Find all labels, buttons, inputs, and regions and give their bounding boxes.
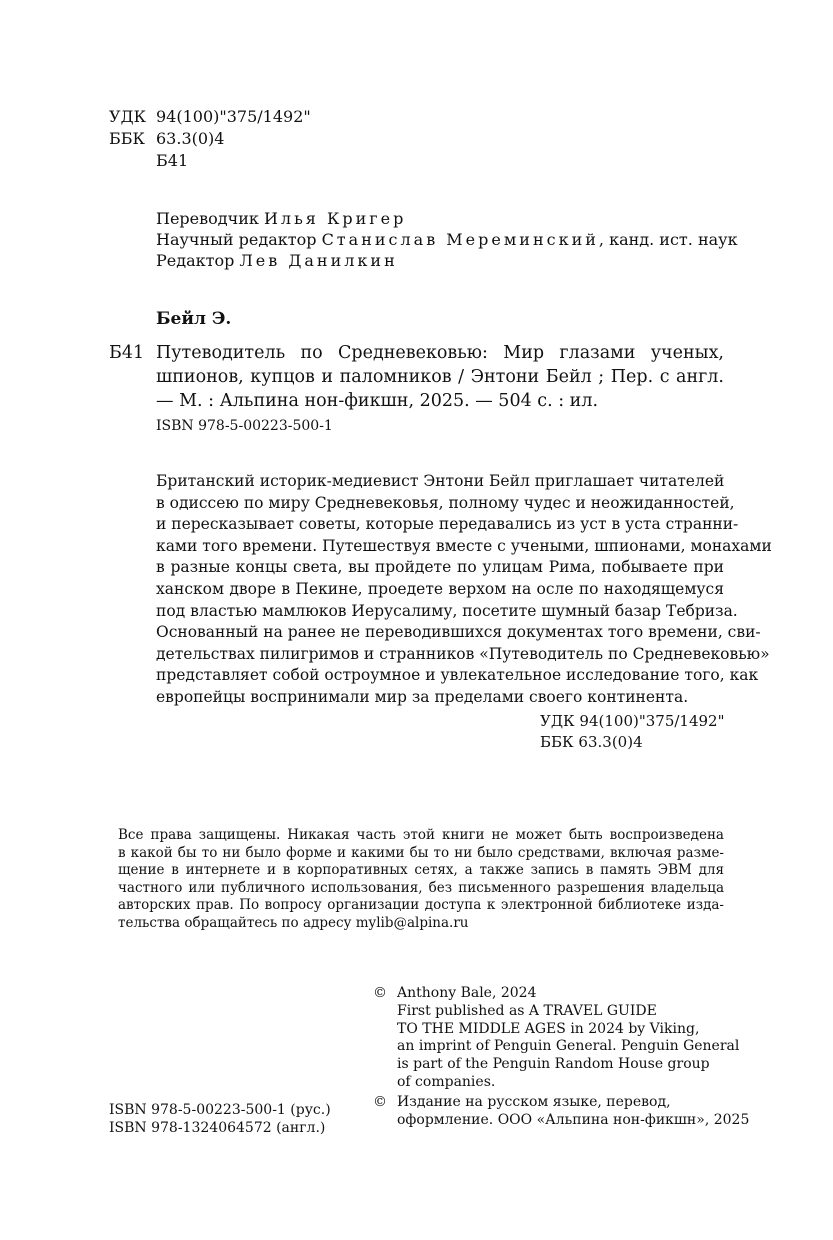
- credit-name: Илья Кригер: [263, 209, 407, 228]
- copyright-line: an imprint of Penguin General. Penguin General: [397, 1038, 740, 1055]
- annotation-line: и пересказывает советы, которые передавались из уст в уста странни-: [156, 515, 739, 534]
- copyright-line: of companies.: [397, 1073, 496, 1090]
- bbk-label: ББК: [109, 129, 145, 148]
- bbk-value: 63.3(0)4: [156, 129, 225, 148]
- catalog-entry: [109, 341, 724, 413]
- copyright-original: [373, 985, 749, 1092]
- rights-line: частного или публичного использования, без письменного разрешения владельца: [118, 879, 724, 896]
- annotation-line: в одиссею по миру Средневековья, полному чудес и неожиданностей,: [156, 493, 735, 512]
- bbk-row: [109, 128, 311, 150]
- classification-block: [109, 106, 311, 172]
- copyright-line: Издание на русском языке, перевод,: [397, 1093, 671, 1110]
- copyright-symbol: ©: [373, 1093, 387, 1110]
- isbn-russian: ISBN 978-5-00223-500-1 (рус.): [109, 1102, 331, 1118]
- copyright-line: оформление. ООО «Альпина нон-фикшн», 2025: [397, 1111, 750, 1128]
- author-heading: Бейл Э.: [156, 309, 232, 329]
- isbn-english: ISBN 978-1324064572 (англ.): [109, 1120, 326, 1136]
- rights-line: в какой бы то ни было форме и какими бы то ни было средствами, включая разме-: [118, 844, 724, 861]
- classification-repeat: [540, 711, 725, 753]
- annotation-line: детельствах пилигримов и странников «Путеводитель по Средневековью»: [156, 644, 770, 663]
- rights-notice: [118, 827, 724, 933]
- udk-repeat: УДК 94(100)"375/1492": [540, 712, 725, 730]
- rights-line: авторских прав. По вопросу организации доступа к электронной библиотеке изда-: [118, 897, 724, 914]
- isbn-main: ISBN 978-5-00223-500-1: [156, 418, 333, 434]
- credit-science-editor: [156, 229, 738, 250]
- catalog-entry-text: Путеводитель по Средневековью: Мир глазами ученых, шпионов, купцов и паломников / Энтони Бейл ; Пер. с англ. — М. : Альпина нон-фикшн, 2025. — 504 с. : ил.: [156, 343, 724, 411]
- annotation-line: под властью мамлюков Иерусалиму, посетите шумный базар Тебриза.: [156, 601, 738, 620]
- annotation-line: европейцы воспринимали мир за пределами своего континента.: [156, 687, 689, 706]
- annotation-line: Британский историк-медиевист Энтони Бейл приглашает читателей: [156, 472, 725, 490]
- annotation-line: ханском дворе в Пекине, проедете верхом на осле по находящемуся: [156, 579, 724, 598]
- credit-name: Станислав Мереминский: [321, 230, 599, 249]
- copyright-line: is part of the Penguin Random House group: [397, 1056, 710, 1073]
- udk-row: [109, 106, 311, 128]
- credit-role: Редактор: [156, 251, 235, 270]
- credit-editor: [156, 250, 738, 271]
- credit-role: Научный редактор: [156, 230, 317, 249]
- credit-suffix: , канд. ист. наук: [598, 230, 738, 249]
- udk-label: УДК: [109, 107, 146, 126]
- copyright-symbol: ©: [373, 985, 387, 1001]
- credit-role: Переводчик: [156, 209, 259, 228]
- copyright-line: Anthony Bale, 2024: [397, 985, 537, 1001]
- annotation-line: ками того времени. Путешествуя вместе с учеными, шпионами, монахами: [156, 536, 772, 555]
- annotation-line: представляет собой остроумное и увлекательное исследование того, как: [156, 666, 759, 685]
- credits-block: [156, 208, 738, 271]
- copyright-block: [373, 985, 749, 1129]
- annotation-line: в разные концы света, вы пройдете по улицам Рима, побываете при: [156, 558, 724, 577]
- credit-name: Лев Данилкин: [239, 251, 398, 270]
- author-mark: Б41: [156, 151, 189, 170]
- copyright-russian: [373, 1094, 749, 1130]
- isbn-list: [109, 1101, 331, 1137]
- catalog-entry-code: Б41: [109, 343, 145, 363]
- copyright-line: First published as A TRAVEL GUIDE: [397, 1002, 657, 1019]
- rights-line: тельства обращайтесь по адресу mylib@alpina.ru: [118, 914, 469, 931]
- bbk-repeat: ББК 63.3(0)4: [540, 733, 643, 751]
- annotation-line: Основанный на ранее не переводившихся документах того времени, сви-: [156, 623, 761, 642]
- credit-translator: [156, 208, 738, 229]
- rights-line: щение в интернете и в корпоративных сетях, а также запись в память ЭВМ для: [118, 862, 724, 879]
- author-mark-row: [109, 150, 311, 172]
- annotation-paragraph: [156, 471, 772, 709]
- copyright-line: TO THE MIDDLE AGES in 2024 by Viking,: [397, 1020, 700, 1037]
- rights-line: Все права защищены. Никакая часть этой книги не может быть воспроизведена: [118, 827, 724, 843]
- udk-value: 94(100)"375/1492": [156, 107, 311, 126]
